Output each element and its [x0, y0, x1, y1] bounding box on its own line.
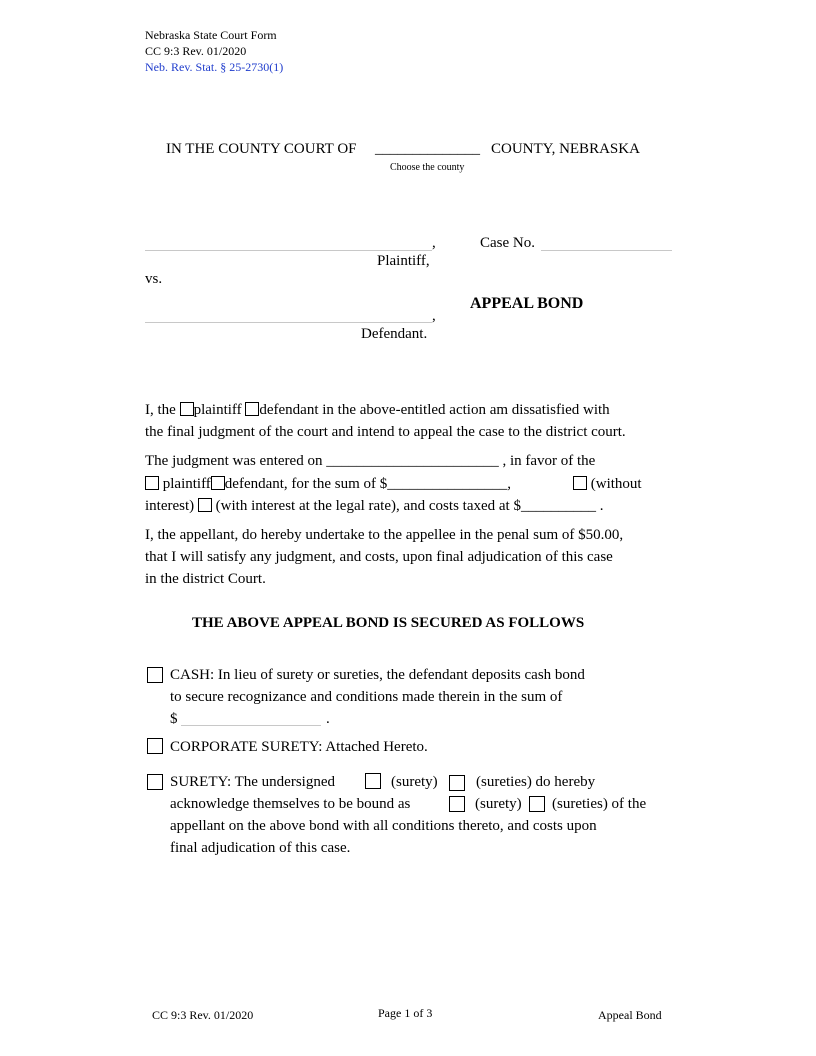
form-source: Nebraska State Court Form — [145, 28, 277, 42]
plaintiff-name-field[interactable] — [145, 236, 432, 251]
county-select[interactable]: ______________ — [375, 141, 480, 157]
surety-line4: final adjudication of this case. — [170, 840, 351, 856]
p1-plaintiff-label: plaintiff — [193, 402, 242, 418]
p1-text: defendant in the above-entitled action am dissatisfied with — [259, 402, 610, 418]
p1-intro: I, the — [145, 402, 176, 418]
form-revision: CC 9:3 Rev. 01/2020 — [145, 44, 247, 58]
cash-amount-field[interactable] — [181, 712, 321, 726]
defendant-label: Defendant. — [361, 326, 428, 342]
undersigned-sureties-label: (sureties) do hereby — [476, 774, 596, 790]
statute-link[interactable]: Neb. Rev. Stat. § 25-2730(1) — [145, 60, 284, 74]
without-interest-checkbox[interactable] — [573, 476, 587, 490]
judgment-sum-line[interactable]: defendant, for the sum of $________________, — [224, 476, 511, 492]
interest-label: interest) — [145, 498, 195, 514]
surety-checkbox[interactable] — [147, 774, 163, 790]
with-interest-checkbox[interactable] — [198, 498, 212, 512]
corporate-surety-checkbox[interactable] — [147, 738, 163, 754]
undertaking-line2: that I will satisfy any judgment, and costs, upon final adjudication of this case — [145, 549, 613, 565]
bound-surety-label: (surety) — [475, 796, 522, 812]
corporate-surety-label: CORPORATE SURETY: Attached Hereto. — [170, 739, 428, 755]
plaintiff-checkbox[interactable] — [180, 402, 194, 416]
footer-page-number: Page 1 of 3 — [378, 1006, 433, 1020]
undertaking-line1: I, the appellant, do hereby undertake to the appellee in the penal sum of $50.00, — [145, 527, 624, 543]
cash-line1: CASH: In lieu of surety or sureties, the defendant deposits cash bond — [170, 667, 585, 683]
favor-plaintiff-label: plaintiff — [162, 476, 211, 492]
cash-checkbox[interactable] — [147, 667, 163, 683]
surety-intro: SURETY: The undersigned — [170, 774, 335, 790]
case-number-label: Case No. — [480, 235, 535, 251]
defendant-name-field[interactable] — [145, 308, 432, 323]
footer-revision: CC 9:3 Rev. 01/2020 — [152, 1008, 254, 1022]
bound-sureties-checkbox[interactable] — [529, 796, 545, 812]
costs-line[interactable]: (with interest at the legal rate), and costs taxed at $__________ . — [215, 498, 604, 514]
undersigned-surety-label: (surety) — [391, 774, 438, 790]
surety-line3: appellant on the above bond with all conditions thereto, and costs upon — [170, 818, 597, 834]
case-number-field[interactable] — [541, 236, 672, 251]
p1-line2: the final judgment of the court and intend to appeal the case to the district court. — [145, 424, 626, 440]
cash-dollar-sign: $ — [170, 711, 178, 727]
cash-period: . — [326, 711, 330, 727]
plaintiff-label: Plaintiff, — [377, 253, 430, 269]
bound-surety-checkbox[interactable] — [449, 796, 465, 812]
secured-heading: THE ABOVE APPEAL BOND IS SECURED AS FOLLOWS — [192, 615, 585, 631]
versus-label: vs. — [145, 271, 163, 287]
favor-defendant-checkbox[interactable] — [211, 476, 225, 490]
defendant-checkbox[interactable] — [245, 402, 259, 416]
footer-form-title: Appeal Bond — [598, 1008, 662, 1022]
bound-sureties-label: (sureties) of the — [552, 796, 647, 812]
undertaking-line3: in the district Court. — [145, 571, 266, 587]
court-suffix: COUNTY, NEBRASKA — [491, 141, 640, 157]
cash-line2: to secure recognizance and conditions made therein in the sum of — [170, 689, 563, 705]
county-hint: Choose the county — [390, 162, 465, 173]
favor-plaintiff-checkbox[interactable] — [145, 476, 159, 490]
form-title: APPEAL BOND — [470, 295, 584, 312]
judgment-date-line[interactable]: The judgment was entered on _______________________ , in favor of the — [145, 453, 596, 469]
undersigned-surety-checkbox[interactable] — [365, 773, 381, 789]
undersigned-sureties-checkbox[interactable] — [449, 775, 465, 791]
defendant-comma: , — [432, 308, 436, 324]
court-prefix: IN THE COUNTY COURT OF — [166, 141, 357, 157]
without-interest-label: (without — [590, 476, 642, 492]
surety-line2: acknowledge themselves to be bound as — [170, 796, 411, 812]
plaintiff-comma: , — [432, 235, 436, 251]
